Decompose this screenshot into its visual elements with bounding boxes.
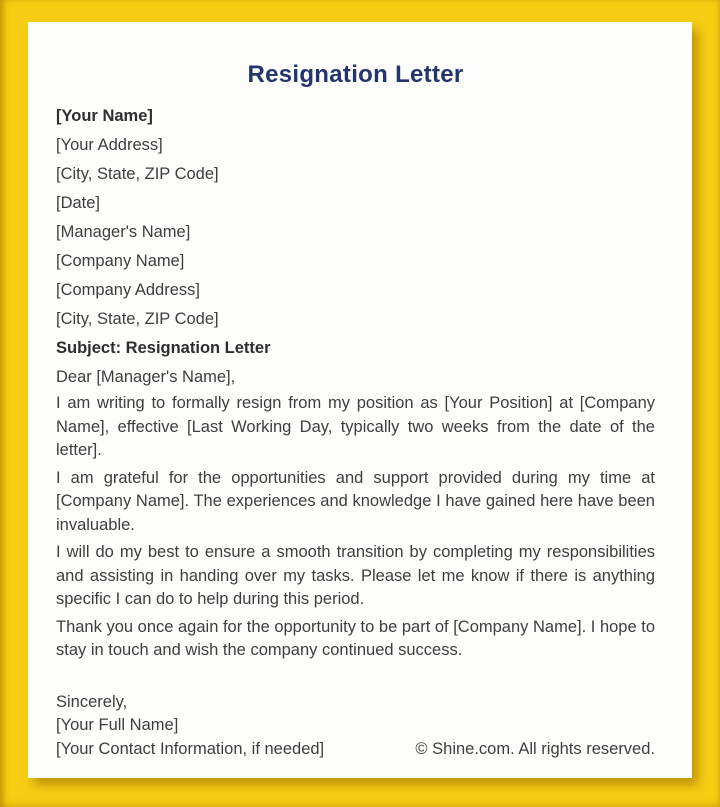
signature-contact-line: [Your Contact Information, if needed]	[56, 739, 325, 758]
body-paragraph: I am writing to formally resign from my position as [Your Position] at [Company Name], effective [Last Working Day, typically two weeks from the date of the letter].	[56, 394, 655, 459]
recipient-block	[56, 218, 655, 334]
subject-line: Subject: Resignation Letter	[56, 339, 271, 357]
company-address-line: [Company Address]	[56, 281, 200, 299]
manager-name-line: [Manager's Name]	[56, 223, 191, 241]
closing-line: Sincerely,	[56, 692, 128, 711]
letter-body	[56, 392, 655, 663]
signature-footer-row	[56, 738, 655, 762]
date-line: [Date]	[56, 194, 101, 212]
sender-block	[56, 102, 655, 218]
sender-name-line: [Your Name]	[56, 107, 153, 125]
letter-sheet	[28, 22, 692, 778]
letter-title: Resignation Letter	[247, 61, 464, 88]
body-paragraph: I will do my best to ensure a smooth transition by completing my responsibilities and assisting in handing over my tasks. Please let me know if there is anything specific I can do to help during this period.	[56, 543, 655, 608]
company-name-line: [Company Name]	[56, 252, 185, 270]
salutation-line: Dear [Manager's Name],	[56, 368, 236, 386]
copyright-notice: © Shine.com. All rights reserved.	[415, 739, 655, 758]
body-paragraph: Thank you once again for the opportunity to be part of [Company Name]. I hope to stay in touch and wish the company continued success.	[56, 617, 655, 659]
sender-city-line: [City, State, ZIP Code]	[56, 165, 219, 183]
signature-name-line: [Your Full Name]	[56, 716, 179, 734]
signature-block	[56, 691, 655, 762]
sender-address-line: [Your Address]	[56, 136, 163, 154]
body-paragraph: I am grateful for the opportunities and support provided during my time at [Company Name]. The experiences and knowledge I have gained here have been invaluable.	[56, 468, 655, 534]
company-city-line: [City, State, ZIP Code]	[56, 310, 219, 328]
